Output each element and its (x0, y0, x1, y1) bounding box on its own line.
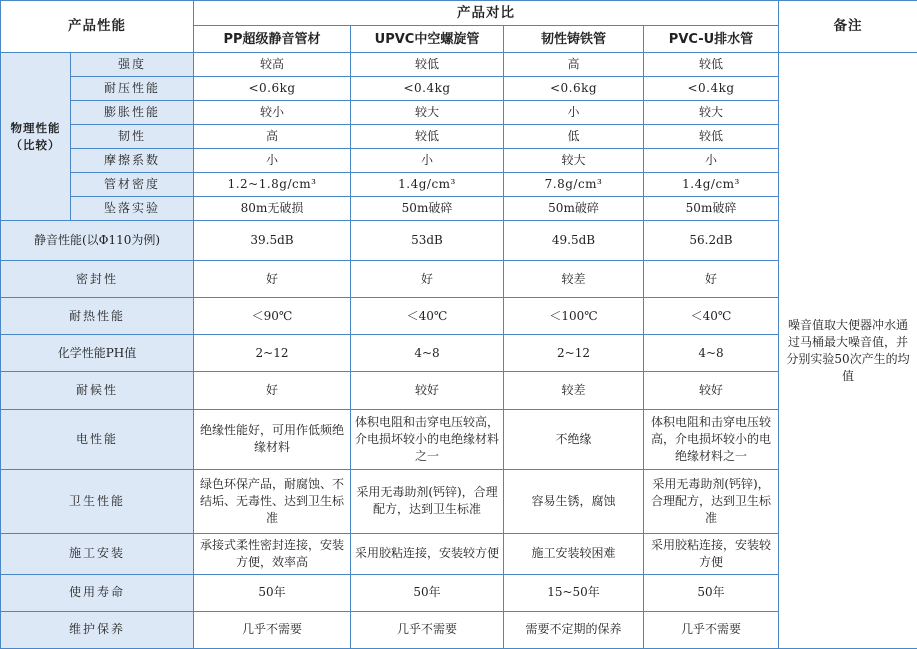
cell: 较大 (504, 149, 644, 173)
cell: 较低 (351, 125, 504, 149)
cell: 较低 (644, 125, 779, 149)
feature-header: 产品性能 (1, 1, 194, 53)
cell: 施工安装较困难 (504, 533, 644, 574)
cell: 49.5dB (504, 221, 644, 261)
row-label-electrical: 电性能 (1, 409, 194, 469)
cell: 承接式柔性密封连接，安装方便，效率高 (194, 533, 351, 574)
cell: 2~12 (504, 335, 644, 372)
cell: 高 (504, 53, 644, 77)
cell: 较大 (351, 101, 504, 125)
note-cell: 噪音值取大便器冲水通过马桶最大噪音值，并分别实验50次产生的均值 (779, 53, 917, 649)
row-label-density: 管材密度 (71, 173, 194, 197)
cell: 15~50年 (504, 574, 644, 611)
cell: 较低 (644, 53, 779, 77)
physical-group-label (1, 53, 71, 221)
cell: <0.4kg (351, 77, 504, 101)
cell: 较高 (194, 53, 351, 77)
cell: <0.6kg (504, 77, 644, 101)
product-header-upvc: UPVC中空螺旋管 (351, 26, 504, 53)
cell: 需要不定期的保养 (504, 611, 644, 648)
cell: ＜90℃ (194, 298, 351, 335)
cell: 39.5dB (194, 221, 351, 261)
cell: 较好 (644, 372, 779, 409)
row-label-chemical: 化学性能PH值 (1, 335, 194, 372)
note-header: 备注 (779, 1, 917, 53)
cell: 1.4g/cm³ (351, 173, 504, 197)
row-label-toughness: 韧性 (71, 125, 194, 149)
product-header-pp: PP超级静音管材 (194, 26, 351, 53)
cell: 较差 (504, 261, 644, 298)
cell: <0.6kg (194, 77, 351, 101)
cell: 好 (194, 261, 351, 298)
cell: 小 (351, 149, 504, 173)
cell: 好 (351, 261, 504, 298)
cell: ＜40℃ (644, 298, 779, 335)
cell: 体积电阻和击穿电压较高，介电损坏较小的电绝缘材料之一 (644, 409, 779, 469)
cell: 几乎不需要 (351, 611, 504, 648)
cell: 50年 (194, 574, 351, 611)
cell: 采用无毒助剂(钙锌)，合理配方，达到卫生标准 (351, 469, 504, 533)
cell: 较大 (644, 101, 779, 125)
row-label-expansion: 膨胀性能 (71, 101, 194, 125)
cell: 50m破碎 (644, 197, 779, 221)
cell: 小 (194, 149, 351, 173)
cell: 较差 (504, 372, 644, 409)
cell: 几乎不需要 (194, 611, 351, 648)
cell: 50年 (644, 574, 779, 611)
cell: 好 (644, 261, 779, 298)
cell: 1.4g/cm³ (644, 173, 779, 197)
cell: ＜100℃ (504, 298, 644, 335)
cell: 50m破碎 (504, 197, 644, 221)
cell: 几乎不需要 (644, 611, 779, 648)
cell: 较小 (194, 101, 351, 125)
cell: 绿色环保产品，耐腐蚀、不结垢、无毒性、达到卫生标准 (194, 469, 351, 533)
cell: 小 (504, 101, 644, 125)
cell: 高 (194, 125, 351, 149)
cell: 好 (194, 372, 351, 409)
cell: 体积电阻和击穿电压较高，介电损坏较小的电绝缘材料之一 (351, 409, 504, 469)
row-label-installation: 施工安装 (1, 533, 194, 574)
product-header-pvcu: PVC-U排水管 (644, 26, 779, 53)
row-label-weather: 耐候性 (1, 372, 194, 409)
cell: 56.2dB (644, 221, 779, 261)
physical-group-subtitle: （比较） (10, 137, 61, 152)
row-label-heat: 耐热性能 (1, 298, 194, 335)
row-label-drop-test: 坠落实验 (71, 197, 194, 221)
cell: 7.8g/cm³ (504, 173, 644, 197)
cell: 50年 (351, 574, 504, 611)
cell: 53dB (351, 221, 504, 261)
cell: 较低 (351, 53, 504, 77)
row-label-friction: 摩擦系数 (71, 149, 194, 173)
cell: 2~12 (194, 335, 351, 372)
row-label-silence: 静音性能(以Φ110为例) (1, 221, 194, 261)
cell: 绝缘性能好，可用作低频绝缘材料 (194, 409, 351, 469)
cell: <0.4kg (644, 77, 779, 101)
cell: 容易生锈，腐蚀 (504, 469, 644, 533)
product-header-cast-iron: 韧性铸铁管 (504, 26, 644, 53)
cell: 采用无毒助剂(钙锌)，合理配方，达到卫生标准 (644, 469, 779, 533)
cell: 4~8 (351, 335, 504, 372)
physical-group-title: 物理性能 (10, 120, 61, 135)
cell: 1.2~1.8g/cm³ (194, 173, 351, 197)
row-label-hygiene: 卫生性能 (1, 469, 194, 533)
cell: 低 (504, 125, 644, 149)
cell: 采用胶粘连接，安装较方便 (644, 533, 779, 574)
cell: 较好 (351, 372, 504, 409)
row-label-strength: 强度 (71, 53, 194, 77)
cell: ＜40℃ (351, 298, 504, 335)
compare-header: 产品对比 (194, 1, 779, 26)
cell: 不绝缘 (504, 409, 644, 469)
cell: 80m无破损 (194, 197, 351, 221)
cell: 采用胶粘连接，安装较方便 (351, 533, 504, 574)
row-label-lifespan: 使用寿命 (1, 574, 194, 611)
row-label-sealing: 密封性 (1, 261, 194, 298)
cell: 50m破碎 (351, 197, 504, 221)
row-label-pressure: 耐压性能 (71, 77, 194, 101)
cell: 小 (644, 149, 779, 173)
row-label-maintenance: 维护保养 (1, 611, 194, 648)
cell: 4~8 (644, 335, 779, 372)
